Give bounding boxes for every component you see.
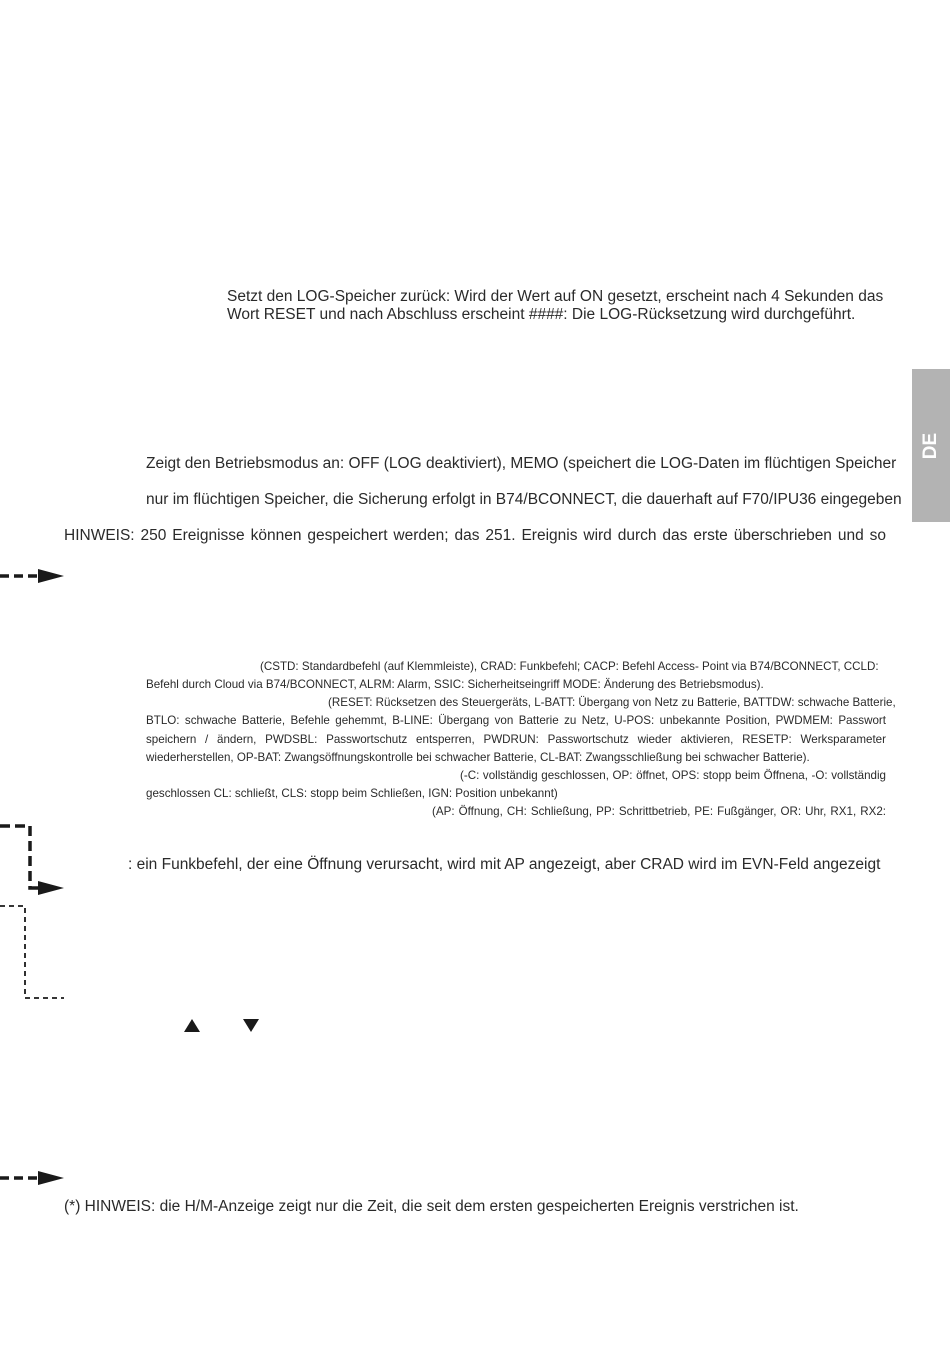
mode-line-2: nur im flüchtigen Speicher, die Sicherung erfolgt in B74/BCONNECT, die dauerhaft auf F70/IPU36 eingegeben: [146, 491, 902, 508]
reset-log-line-1: Setzt den LOG-Speicher zurück: Wird der Wert auf ON gesetzt, erscheint nach 4 Sekunden das: [227, 288, 884, 305]
events-line-9: (AP: Öffnung, CH: Schließung, PP: Schrittbetrieb, PE: Fußgänger, OR: Uhr, RX1, RX2:: [432, 805, 886, 818]
triangle-down-icon: [243, 1019, 259, 1032]
radio-command-note: : ein Funkbefehl, der eine Öffnung verursacht, wird mit AP angezeigt, aber CRAD wird im EVN-Feld angezeigt: [128, 856, 881, 873]
events-line-5: speichern / ändern, PWDSBL: Passwortschutz entsperren, PWDRUN: Passwortschutz wieder aktivieren, RESETP: Werksparameter: [146, 733, 886, 746]
events-line-2: Befehl durch Cloud via B74/BCONNECT, ALRM: Alarm, SSIC: Sicherheitseingriff MODE: Änderung des Betriebsmodus).: [146, 678, 764, 691]
mode-note: HINWEIS: 250 Ereignisse können gespeichert werden; das 251. Ereignis wird durch das erste überschrieben und so: [64, 527, 886, 544]
events-line-4: BTLO: schwache Batterie, Befehle gehemmt, B-LINE: Übergang von Batterie zu Netz, U-POS: unbekannte Position, PWDMEM: Passwort: [146, 714, 886, 727]
events-line-1: (CSTD: Standardbefehl (auf Klemmleiste), CRAD: Funkbefehl; CACP: Befehl Access- Point via B74/BCONNECT, CCLD:: [260, 660, 879, 673]
events-line-8: geschlossen CL: schließt, CLS: stopp beim Schließen, IGN: Position unbekannt): [146, 787, 558, 800]
events-line-3: (RESET: Rücksetzen des Steuergeräts, L-BATT: Übergang von Netz zu Batterie, BATTDW: schwache Batterie,: [328, 696, 896, 709]
language-tab-label: DE: [920, 432, 941, 459]
reset-log-line-2: Wort RESET und nach Abschluss erscheint ####: Die LOG-Rücksetzung wird durchgeführt.: [227, 306, 856, 323]
events-line-6: wiederherstellen, OP-BAT: Zwangsöffnungskontrolle bei schwacher Batterie, CL-BAT: Zwangsschließung bei schwacher Batterie).: [146, 751, 810, 764]
events-line-7: (-C: vollständig geschlossen, OP: öffnet, OPS: stopp beim Öffnena, -O: vollständig: [460, 769, 886, 782]
footer-note: (*) HINWEIS: die H/M-Anzeige zeigt nur die Zeit, die seit dem ersten gespeicherten Ereignis verstrichen ist.: [64, 1198, 799, 1215]
dashed-bracket-line: [0, 906, 64, 998]
mode-line-1: Zeigt den Betriebsmodus an: OFF (LOG deaktiviert), MEMO (speichert die LOG-Daten im flüchtigen Speicher: [146, 455, 897, 472]
dashed-arrow-right-icon: [0, 569, 64, 583]
triangle-up-icon: [184, 1019, 200, 1032]
bracket-arrow-right-icon: [0, 826, 64, 895]
dashed-arrow-right-icon: [0, 1171, 64, 1185]
